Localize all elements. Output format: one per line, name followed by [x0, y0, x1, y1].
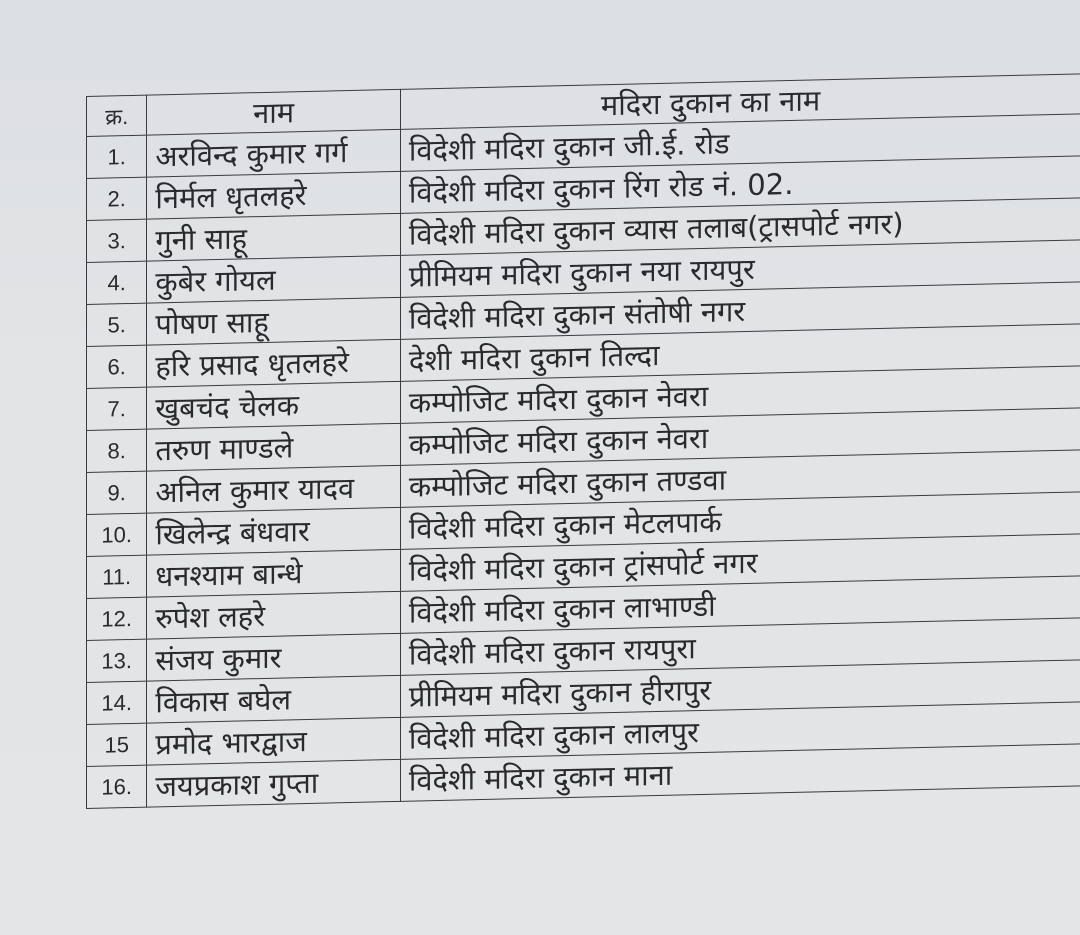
row-shop-name: कम्पोजिट मदिरा दुकान नेवरा	[400, 406, 1080, 466]
row-shop-name: विदेशी मदिरा दुकान लाभाण्डी	[400, 574, 1080, 634]
header-shop-name: मदिरा दुकान का नाम	[400, 72, 1080, 130]
row-person-name: खिलेन्द्र बंधवार	[147, 507, 401, 555]
row-shop-name: विदेशी मदिरा दुकान व्यास तलाब(ट्रासपोर्ट नगर)	[400, 196, 1080, 256]
row-person-name: निर्मल धृतलहरे	[147, 171, 401, 219]
row-shop-name: विदेशी मदिरा दुकान रायपुरा	[400, 616, 1080, 676]
row-person-name: प्रमोद भारद्वाज	[147, 717, 401, 765]
row-person-name: तरुण माण्डले	[147, 423, 401, 471]
row-shop-name: विदेशी मदिरा दुकान संतोषी नगर	[400, 280, 1080, 340]
row-shop-name: विदेशी मदिरा दुकान जी.ई. रोड	[400, 112, 1080, 172]
row-person-name: हरि प्रसाद धृतलहरे	[147, 339, 401, 387]
row-serial-number: 3.	[87, 219, 147, 262]
row-serial-number: 5.	[87, 303, 147, 346]
row-serial-number: 16.	[87, 765, 147, 808]
row-person-name: कुबेर गोयल	[147, 255, 401, 303]
row-person-name: विकास बघेल	[147, 675, 401, 723]
row-shop-name: विदेशी मदिरा दुकान माना	[400, 742, 1080, 802]
header-serial: क्र.	[87, 95, 147, 136]
row-shop-name: प्रीमियम मदिरा दुकान हीरापुर	[400, 658, 1080, 718]
row-person-name: अरविन्द कुमार गर्ग	[147, 129, 401, 177]
row-person-name: संजय कुमार	[147, 633, 401, 681]
table-body	[87, 112, 1080, 809]
row-serial-number: 8.	[87, 429, 147, 472]
row-serial-number: 11.	[87, 555, 147, 598]
row-serial-number: 2.	[87, 177, 147, 220]
row-serial-number: 14.	[87, 681, 147, 724]
row-serial-number: 4.	[87, 261, 147, 304]
row-person-name: अनिल कुमार यादव	[147, 465, 401, 513]
row-person-name: खुबचंद चेलक	[147, 381, 401, 429]
row-person-name: पोषण साहू	[147, 297, 401, 345]
row-serial-number: 6.	[87, 345, 147, 388]
row-serial-number: 9.	[87, 471, 147, 514]
row-serial-number: 12.	[87, 597, 147, 640]
row-shop-name: कम्पोजिट मदिरा दुकान तण्डवा	[400, 448, 1080, 508]
row-person-name: रुपेश लहरे	[147, 591, 401, 639]
row-serial-number: 7.	[87, 387, 147, 430]
row-person-name: धनश्याम बान्धे	[147, 549, 401, 597]
row-serial-number: 1.	[87, 135, 147, 178]
row-serial-number: 10.	[87, 513, 147, 556]
row-shop-name: देशी मदिरा दुकान तिल्दा	[400, 322, 1080, 382]
row-shop-name: विदेशी मदिरा दुकान लालपुर	[400, 700, 1080, 760]
row-shop-name: विदेशी मदिरा दुकान रिंग रोड नं. 02.	[400, 154, 1080, 214]
row-shop-name: विदेशी मदिरा दुकान मेटलपार्क	[400, 490, 1080, 550]
header-name: नाम	[147, 89, 401, 135]
row-serial-number: 13.	[87, 639, 147, 682]
row-shop-name: विदेशी मदिरा दुकान ट्रांसपोर्ट नगर	[400, 532, 1080, 592]
shop-allocation-table	[86, 71, 1080, 809]
row-person-name: जयप्रकाश गुप्ता	[147, 759, 401, 807]
row-serial-number: 15	[87, 723, 147, 766]
row-person-name: गुनी साहू	[147, 213, 401, 261]
row-shop-name: प्रीमियम मदिरा दुकान नया रायपुर	[400, 238, 1080, 298]
row-shop-name: कम्पोजिट मदिरा दुकान नेवरा	[400, 364, 1080, 424]
